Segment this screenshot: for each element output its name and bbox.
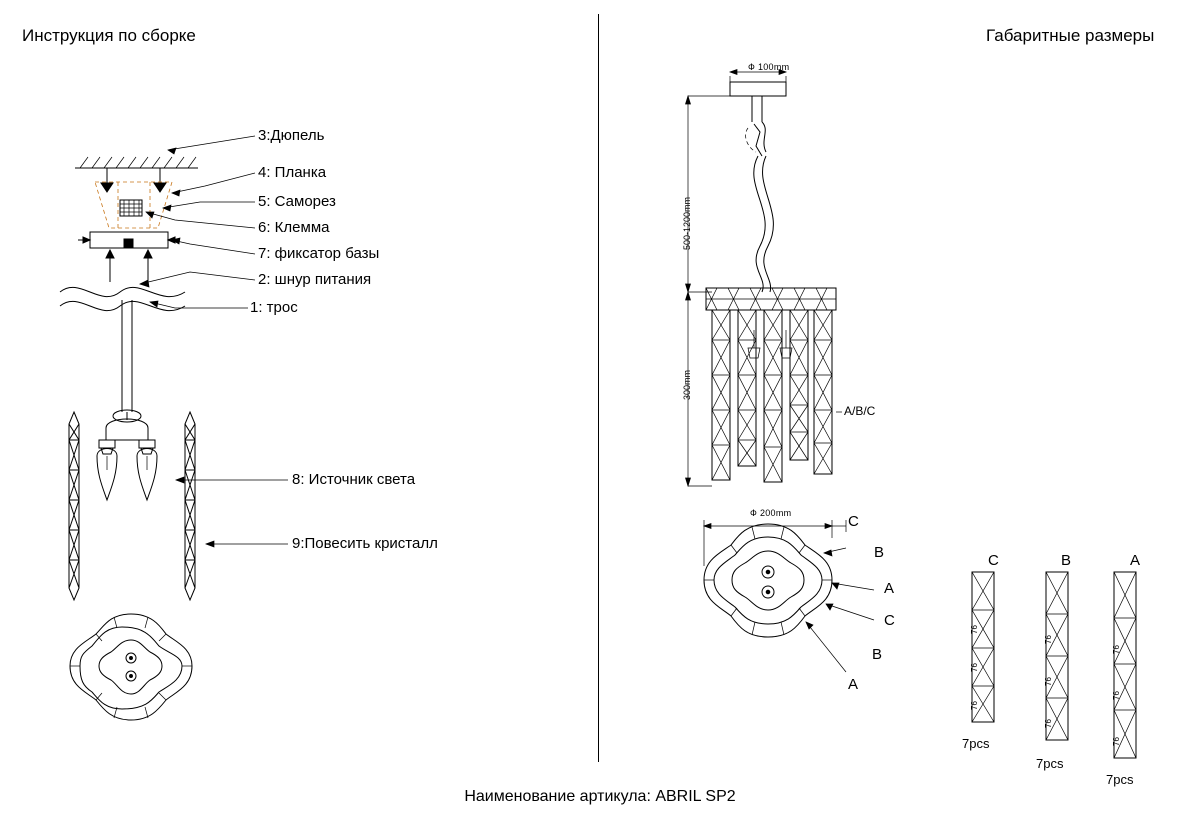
dim-shade-diameter: Ф 200mm [750,508,792,518]
plan-callout-a-bottom: A [848,676,859,693]
callout-label-5: 5: Саморез [258,193,336,210]
page-title-right: Габаритные размеры [986,26,1155,45]
dim-drop-range: 500-1200mm [682,196,692,250]
callout-label-4: 4: Планка [258,164,327,181]
crystal-part-qty-c: 7pcs [962,736,990,751]
seg-dim-a-1: 76 [1112,737,1121,746]
seg-dim-c-1: 76 [970,701,979,710]
plan-callout-a-right: A [884,580,895,597]
crystal-part-name-b: B [1061,552,1072,569]
plan-callout-b-top: B [874,544,885,561]
callout-label-3: 3:Дюпель [258,127,325,144]
plan-callout-c-right: C [884,612,895,629]
crystal-part-qty-a: 7pcs [1106,772,1134,787]
dim-canopy-diameter: Ф 100mm [748,62,790,72]
article-name: Наименование артикула: ABRIL SP2 [464,788,736,805]
seg-dim-b-2: 76 [1044,677,1053,686]
dim-body-height: 300mm [682,369,692,400]
crystal-part-name-a: A [1130,552,1141,569]
seg-dim-c-2: 76 [970,663,979,672]
callout-label-7: 7: фиксатор базы [258,245,380,262]
callout-label-6: 6: Клемма [258,219,330,236]
page-title-left: Инструкция по сборке [22,26,196,45]
callout-label-2: 2: шнур питания [258,271,372,288]
seg-dim-c-3: 76 [970,625,979,634]
crystal-part-qty-b: 7pcs [1036,756,1064,771]
seg-dim-b-1: 76 [1044,719,1053,728]
crystal-group-tag: A/B/C [844,404,876,418]
callout-label-8: 8: Источник света [292,471,416,488]
plan-callout-c-top: C [848,513,859,530]
seg-dim-a-2: 76 [1112,691,1121,700]
callout-label-9: 9:Повесить кристалл [292,535,438,552]
seg-dim-a-3: 76 [1112,645,1121,654]
crystal-part-name-c: C [988,552,999,569]
callout-label-1: 1: трос [250,299,298,316]
plan-callout-b-bottom: B [872,646,883,663]
seg-dim-b-3: 76 [1044,635,1053,644]
